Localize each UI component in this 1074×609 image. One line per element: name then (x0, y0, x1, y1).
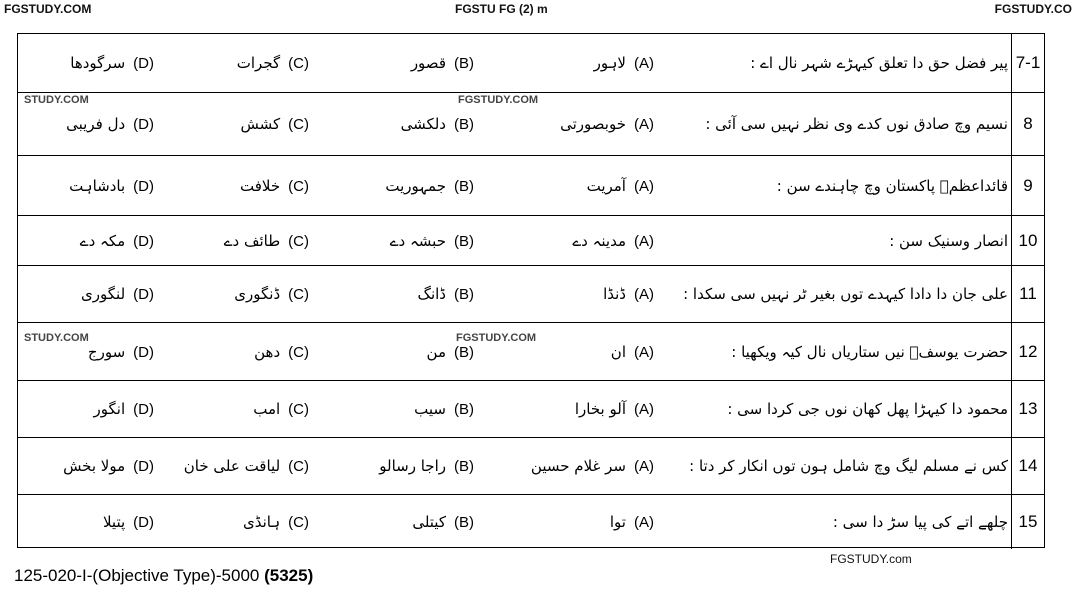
option-b (412, 513, 474, 531)
option-c (184, 457, 309, 475)
option-a (560, 115, 654, 133)
option-label: (A) (633, 286, 654, 303)
option-text: خلافت (240, 176, 281, 195)
option-text: کیتلی (412, 513, 446, 531)
option-label: (B) (453, 286, 474, 303)
question-row (18, 156, 1044, 216)
option-c (240, 177, 309, 195)
option-text: پتیلا (102, 513, 126, 531)
option-a (611, 343, 654, 361)
watermark-page-number: FGSTU FG (2) m (455, 2, 548, 16)
option-label: (C) (288, 232, 309, 250)
question-number: 9 (1011, 156, 1044, 215)
option-text: توا (609, 513, 626, 531)
option-d (81, 285, 154, 303)
option-label: (D) (133, 401, 154, 418)
question-row (18, 266, 1044, 323)
paper-code-number: (5325) (264, 566, 314, 585)
watermark: FGSTUDY.com (830, 552, 912, 566)
option-text: دلکشی (400, 115, 446, 133)
option-text: ڈانگ (417, 285, 446, 303)
option-text: من (426, 342, 446, 361)
paper-code-text: 125-020-I-(Objective Type)-5000 (14, 566, 260, 585)
question-text: علی جان دا دادا کیہدے توں بغیر ٹر نہیں سی سکدا : (683, 285, 1008, 303)
option-label: (D) (133, 177, 154, 195)
option-label: (A) (633, 458, 654, 475)
option-c (237, 54, 309, 72)
option-a (572, 232, 654, 250)
option-text: سر غلام حسین (530, 457, 626, 475)
question-row (18, 438, 1044, 495)
watermark: STUDY.COM (24, 94, 89, 106)
option-label: (D) (133, 458, 154, 475)
option-label: (D) (133, 116, 154, 133)
option-b (418, 285, 474, 303)
option-label: (C) (288, 458, 309, 475)
option-c (234, 285, 309, 303)
question-number: 7-1 (1011, 34, 1044, 92)
option-label: (C) (288, 177, 309, 195)
option-text: ہانڈی (243, 513, 281, 531)
question-text: حضرت یوسفؑ نیں ستاریاں نال کیہ ویکھیا : (731, 342, 1008, 361)
question-number: 13 (1011, 381, 1044, 437)
question-text: محمود دا کیہڑا پھل کھان نوں جی کردا سی : (727, 400, 1008, 418)
option-label: (B) (453, 232, 474, 250)
option-a (603, 285, 654, 303)
option-c (241, 115, 310, 133)
option-label: (D) (133, 286, 154, 303)
option-text: مکہ دے (79, 231, 126, 250)
option-label: (D) (133, 514, 154, 531)
option-d (63, 457, 154, 475)
question-text: انصار وسنیک سن : (889, 231, 1008, 250)
option-label: (A) (633, 514, 654, 531)
option-label: (C) (288, 343, 309, 361)
option-text: آمریت (586, 176, 626, 195)
option-text: ڈنڈا (603, 285, 626, 303)
option-b (390, 232, 474, 250)
watermark: STUDY.COM (24, 332, 89, 344)
option-label: (D) (133, 232, 154, 250)
option-label: (A) (633, 232, 654, 250)
option-b (379, 457, 474, 475)
option-b (385, 177, 474, 195)
watermark: FGSTUDY.COM (458, 94, 539, 106)
option-label: (A) (633, 343, 654, 361)
option-label: (B) (453, 177, 474, 195)
option-text: آلو بخارا (574, 400, 626, 418)
question-text: نسیم وچ صادق نوں کدے وی نظر نہیں سی آئی : (705, 115, 1008, 133)
option-label: (C) (288, 514, 309, 531)
option-label: (B) (453, 343, 474, 361)
option-b (411, 54, 474, 72)
option-text: دھن (254, 342, 281, 361)
option-text: ڈنگوری (234, 285, 281, 303)
option-label: (B) (453, 458, 474, 475)
option-text: بادشاہت (69, 176, 126, 195)
option-text: سورج (87, 342, 126, 361)
option-c (254, 343, 309, 361)
option-text: خوبصورتی (560, 115, 626, 133)
option-c (253, 400, 309, 418)
question-row (18, 381, 1044, 438)
option-text: امب (253, 400, 281, 418)
option-label: (A) (633, 401, 654, 418)
option-b (427, 343, 474, 361)
option-text: گجرات (236, 54, 281, 72)
question-text: چلھے اتے کی پیا سڑ دا سی : (832, 513, 1008, 531)
option-text: قصور (410, 54, 446, 72)
question-number: 15 (1011, 495, 1044, 549)
question-text: قائداعظمؒ پاکستان وچ چاہندے سن : (776, 176, 1008, 195)
option-label: (C) (288, 401, 309, 418)
question-text: پیر فضل حق دا تعلق کیہڑے شہر نال اے : (750, 54, 1008, 72)
paper-code (14, 566, 313, 586)
option-text: لیاقت علی خان (183, 457, 281, 475)
option-text: حبشہ دے (389, 231, 446, 250)
option-label: (B) (453, 514, 474, 531)
watermark: FGSTUDY.COM (4, 2, 92, 16)
option-d (94, 400, 154, 418)
option-text: سرگودھا (70, 54, 126, 72)
option-label: (D) (133, 343, 154, 361)
question-row (18, 34, 1044, 93)
question-number: 10 (1011, 216, 1044, 265)
option-text: ان (610, 342, 626, 361)
watermark: FGSTUDY.COM (456, 332, 537, 344)
option-c (243, 513, 309, 531)
option-label: (A) (633, 116, 654, 133)
option-d (66, 115, 154, 133)
question-text: کس نے مسلم لیگ وچ شامل ہون توں انکار کر دتا : (689, 457, 1008, 475)
option-b (401, 115, 474, 133)
option-label: (B) (453, 116, 474, 133)
option-label: (D) (133, 55, 154, 72)
option-text: دل فریبی (66, 115, 126, 133)
question-row (18, 495, 1044, 549)
question-row (18, 216, 1044, 266)
option-label: (A) (633, 55, 654, 72)
watermark: FGSTUDY.CO (994, 2, 1072, 16)
question-number: 8 (1011, 93, 1044, 155)
question-number: 14 (1011, 438, 1044, 494)
option-label: (C) (288, 286, 309, 303)
option-d (103, 513, 154, 531)
option-label: (A) (633, 177, 654, 195)
question-number: 12 (1011, 323, 1044, 380)
option-text: انگور (93, 400, 126, 418)
option-a (594, 54, 654, 72)
option-a (610, 513, 654, 531)
option-d (80, 232, 154, 250)
option-text: جمہوریت (385, 176, 446, 195)
option-label: (B) (453, 55, 474, 72)
option-text: مدینہ دے (572, 231, 626, 250)
option-d (88, 343, 154, 361)
option-a (587, 177, 654, 195)
option-a (531, 457, 654, 475)
option-label: (B) (453, 401, 474, 418)
option-b (414, 400, 474, 418)
option-text: سیب (414, 400, 446, 418)
option-d (70, 54, 154, 72)
option-label: (C) (288, 116, 309, 133)
option-label: (C) (288, 55, 309, 72)
question-number: 11 (1011, 266, 1044, 322)
option-text: طائف دے (223, 231, 281, 250)
option-text: مولا بخش (63, 457, 126, 475)
option-text: لنگوری (81, 285, 126, 303)
option-text: کشش (240, 115, 281, 133)
option-text: راجا رسالو (379, 457, 446, 475)
option-d (69, 177, 154, 195)
option-c (224, 232, 309, 250)
option-text: لاہور (593, 54, 626, 72)
option-a (575, 400, 654, 418)
questions-table (17, 33, 1045, 548)
